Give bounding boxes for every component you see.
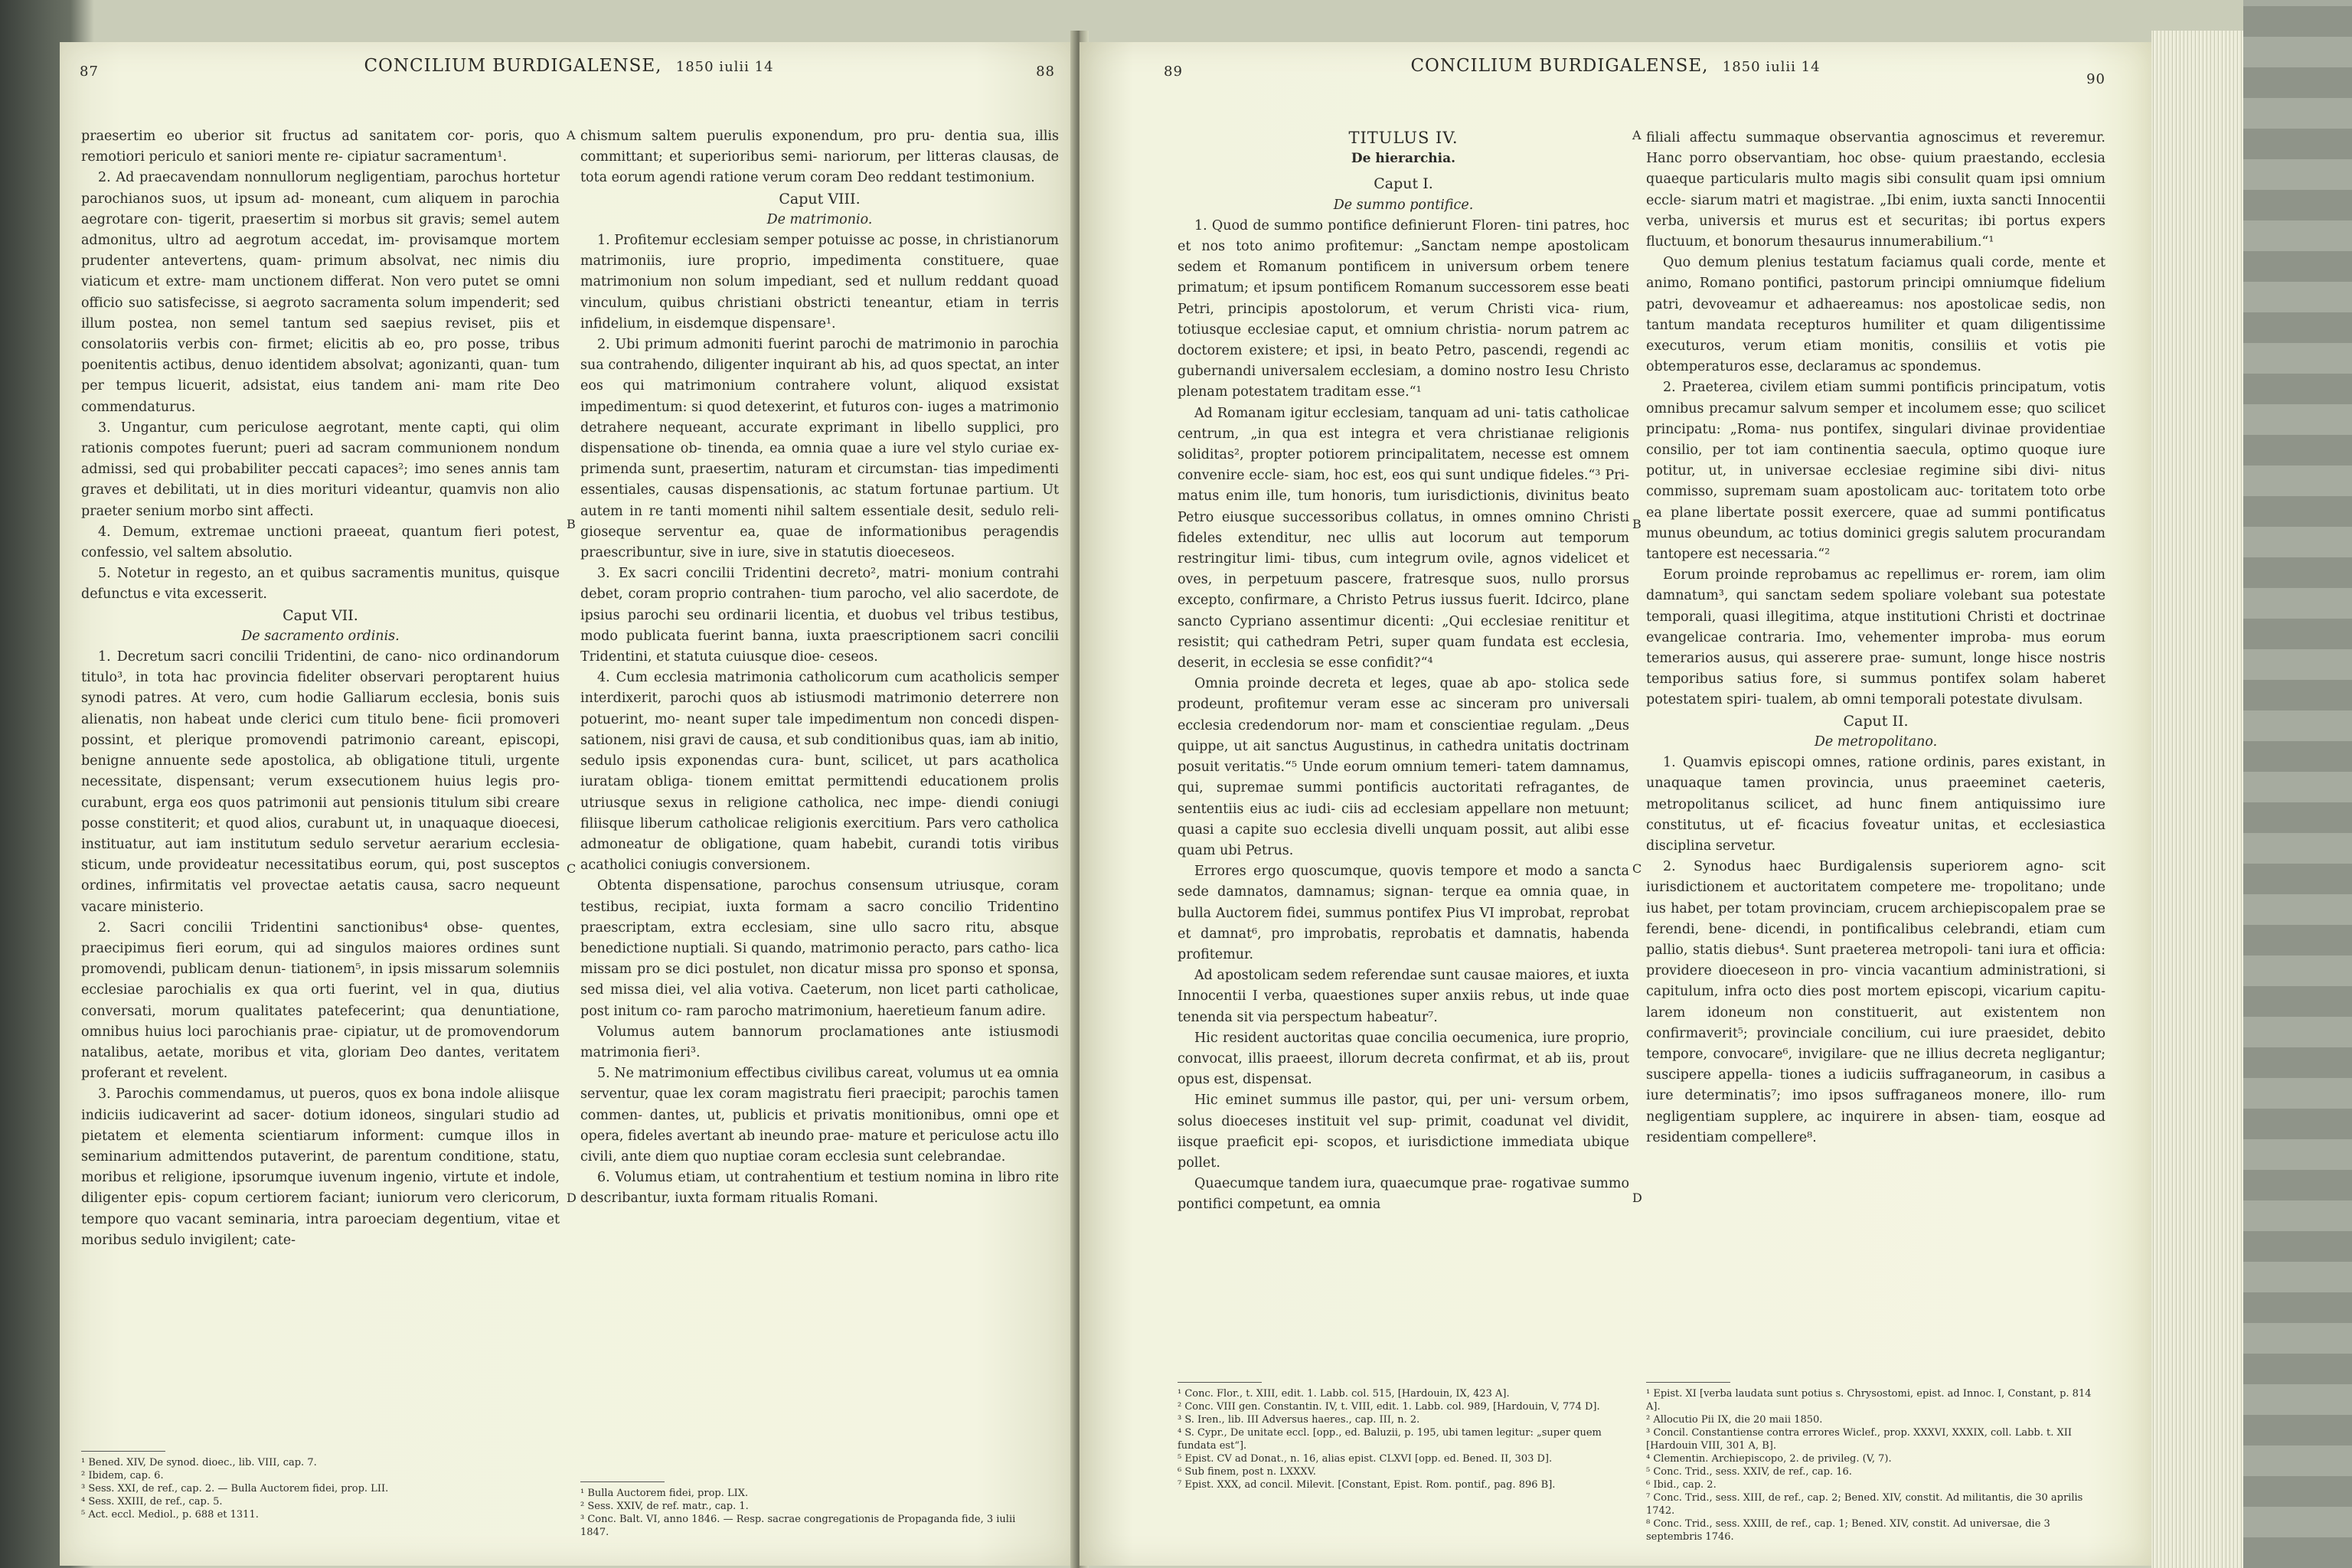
page-number-88: 88 xyxy=(1036,64,1055,80)
page-number-89: 89 xyxy=(1164,64,1183,80)
paragraph: Eorum proinde reprobamus ac repellimus er- rorem, iam olim damnatum³, qui sanctam sedem spoliare volebant sua potestate temporali, quasi illegitima, atque institutioni Christi et doctrinae evangelicae contraria. Imo, vehementer improba- mus eorum temerarios ausus, qui asserere prae- sumunt, longe hisce nostris temporibus satius fore, si summus pontifex solam haberet potestatem spiri- tualem, ab omni temporali potestate divulsam. xyxy=(1646,567,2105,708)
footnote-rule xyxy=(1646,1382,1730,1383)
footnote: ⁴ Clementin. Archiepiscopo, 2. de privileg. (V, 7). xyxy=(1646,1453,1892,1465)
paragraph: 4. Cum ecclesia matrimonia catholicorum cum acatholicis semper interdixerit, parochi quos ab istiusmodi matrimonio deterrere non potuerint, mo- neant super tale impedimentum non concedi dispen- sationem, nisi gravi de causa, et sub conditionibus quas, iam ab initio, sedulo ipsis exponendas cura- bunt, scilicet, ut pars acatholica iuratam obliga- tionem emittat permittendi educationem prolis utriusque sexus in religione catholica, nec impe- diendi coniugi filiisque liberum catholicae religionis exercitium. Pars vero catholica admoneatur de obligatione, quam habebit, curandi totis viribus acatholici coniugis conversionem. xyxy=(580,670,1059,874)
paragraph: 5. Ne matrimonium effectibus civilibus careat, volumus ut ea omnia serventur, quae lex coram magistratu fieri praecipit; parochis tamen commen- dantes, ut, publicis et privatis monitionibus, omni ope et opera, fideles avertant ab ineundo prae- mature et periculose actu illo civili, ante diem quo nuptiae coram ecclesia sunt celebrandae. xyxy=(580,1066,1059,1165)
paragraph: praesertim eo uberior sit fructus ad sanitatem cor- poris, quo remotiori periculo et saniori mente re- cipiatur sacramentum¹. xyxy=(81,129,560,165)
paragraph: Hic eminet summus ille pastor, qui, per uni- versum orbem, solus dioeceses instituit vel sup- primit, coadunat vel dividit, iisque praeficit epi- scopos, et iurisdictione immediata ubique pollet. xyxy=(1178,1093,1629,1171)
paragraph: Errores ergo quoscumque, quovis tempore et modo a sancta sede damnatos, damnamus; signan- terque ea omnia quae, in bulla Auctorem fidei, summus pontifex Pius VI improbat, reprobat et damnat⁶, pro improbatis, reprobatis et damnatis, habenda profitemur. xyxy=(1178,864,1629,962)
left-running-title: CONCILIUM BURDIGALENSE, 1850 iulii 14 xyxy=(364,56,774,76)
paragraph: 1. Profitemur ecclesiam semper potuisse ac posse, in christianorum matrimoniis, iure proprio, impedimenta constituere, quae matrimonium non solum impediant, sed et nullum reddant quoad vinculum, quibus christiani obstricti teneantur, etiam in terris infidelium, in eisdemque dispensare¹. xyxy=(580,233,1059,332)
chapter-subtitle: De sacramento ordinis. xyxy=(241,628,400,644)
paragraph: Ad apostolicam sedem referendae sunt causae maiores, et iuxta Innocentii I verba, quaestiones super anxiis rebus, ut inde quae tenenda sit via perspectum habeatur⁷. xyxy=(1178,968,1629,1025)
background-table xyxy=(2243,0,2352,1568)
chapter-subtitle: De summo pontifice. xyxy=(1333,197,1474,213)
footnote: ⁷ Conc. Trid., sess. XIII, de ref., cap. 2; Bened. XIV, constit. Ad militantis, die 30 aprilis 1742. xyxy=(1646,1492,2083,1517)
left-page xyxy=(60,42,1078,1566)
paragraph: 3. Parochis commendamus, ut pueros, quos ex bona indole aliisque indiciis iudicaverint ad sacer- dotium idoneos, singulari studio ad pietatem et elementa scientiarum informent: cumque illos in seminarium admittendos putaverint, de parentum conditione, statu, moribus et religione, ipsorumque iuvenum ingenio, virtute et indole, diligenter epis- copum certiorem faciant; iuniorum vero clericorum, tempore quo vacant seminaria, intra paroeciam degentium, vitae et moribus sedulo invigilent; cate- xyxy=(81,1086,560,1248)
paragraph: 3. Ex sacri concilii Tridentini decreto², matri- monium contrahi debet, coram proprio contrahen- tium parocho, vel alio sacerdote, de ipsius parochi seu ordinarii licentia, et duobus vel tribus testibus, modo publicata fuerint banna, iuxta praescriptionem sacri concilii Tridentini, et statuta cuiusque dioe- ceseos. xyxy=(580,566,1059,665)
column-3 xyxy=(1178,128,1629,1216)
column-4 xyxy=(1646,128,2105,1148)
margin-letter: D xyxy=(1632,1191,1642,1205)
right-page xyxy=(1080,42,2151,1566)
page-number-87: 87 xyxy=(80,64,99,80)
footnote: ³ S. Iren., lib. III Adversus haeres., cap. III, n. 2. xyxy=(1178,1414,1420,1426)
margin-letter: B xyxy=(1632,517,1642,531)
paragraph: 2. Ubi primum admoniti fuerint parochi de matrimonio in parochia sua contrahendo, diligenter inquirant ab his, ad quos spectat, an inter eos qui matrimonium contrahere volunt, aliquod exsistat impedimentum: si quod detexerint, et futuros con- iuges a matrimonio detrahere nequeant, accurate exprimant in libello supplici, pro dispensatione ob- tinenda, ea omnia quae a iure vel stylo curiae ex- primenda sunt, praesertim, naturam et circumstan- tias impedimenti essentiales, causas dispensationis, ac statum fortunae partium. Ut autem in re tanti momenti nihil saltem essentiale desit, sedulo reli- gioseque serventur ea, quae de informationibus peragendis praescribuntur, sive in iure, sive in statutis dioeceseos. xyxy=(580,337,1059,561)
footnote: ¹ Conc. Flor., t. XIII, edit. 1. Labb. col. 515, [Hardouin, IX, 423 A]. xyxy=(1178,1388,1510,1400)
footnote: ¹ Bened. XIV, De synod. dioec., lib. VIII, cap. 7. xyxy=(81,1457,317,1468)
chapter-heading: Caput VII. xyxy=(283,606,358,624)
paragraph: 2. Sacri concilii Tridentini sanctionibus⁴ obse- quentes, praecipimus fieri eorum, qui ad singulos maiores ordines sunt promovendi, publicam denun- tiationem⁵, in ipsis missarum solemniis ecclesiae parochialis ex qua orti fuerint, vel in qua, diutius conversati, morum qualitates patefecerint; qua denuntiatione, omnibus huius loci parochianis prae- cipiatur, ut de promovendorum natalibus, aetate, moribus et vita, gloriam Deo dantes, veritatem proferant et revelent. xyxy=(81,920,560,1082)
footnote: ¹ Epist. XI [verba laudata sunt potius s. Chrysostomi, epist. ad Innoc. I, Constant, p. 814 A]. xyxy=(1646,1388,2092,1413)
footnote-rule xyxy=(81,1451,165,1452)
paragraph: 1. Decretum sacri concilii Tridentini, de cano- nico ordinandorum titulo³, in tota hac provincia fideliter observari peroptarent huius synodi patres. At vero, cum hodie Galliarum ecclesia, bonis suis alienatis, non habeat unde clerici cum titulo bene- ficii promoveri possint, et plerique promovendi patrimonio careant, episcopi, benigne annuente sede apostolica, ab obligatione tituli, urgente necessitate, dispensant; verum exsecutionem huius legis pro- curabunt, erga eos quos patrimonii aut pensionis titulum sibi creare posse constiterit; et quod alios, curabunt ut, in unaquaque dioecesi, instituatur, aut iam institutum sedulo servetur aerarium ecclesia- sticum, unde provideatur necessitatibus eorum, qui, post susceptos ordines, infirmitatis vel provectae aetatis causa, sacro nequeunt vacare ministerio. xyxy=(81,649,560,915)
footnote: ⁵ Conc. Trid., sess. XXIV, de ref., cap. 16. xyxy=(1646,1466,1852,1478)
column-2 xyxy=(580,126,1059,1210)
paragraph: 4. Demum, extremae unctioni praeeat, quantum fieri potest, confessio, vel saltem absolutio. xyxy=(81,524,560,561)
page-edges xyxy=(2151,31,2243,1568)
footnote: ² Allocutio Pii IX, die 20 maii 1850. xyxy=(1646,1414,1823,1426)
footnote: ³ Concil. Constantiense contra errores Wiclef., prop. XXXVI, XXXIX, coll. Labb. t. XII [Hardouin VIII, 301 A, B]. xyxy=(1646,1427,2073,1452)
paragraph: 5. Notetur in regesto, an et quibus sacramentis munitus, quisque defunctus e vita excesserit. xyxy=(81,566,560,603)
column-1 xyxy=(81,126,560,1251)
paragraph: 6. Volumus etiam, ut contrahentium et testium nomina in libro rite describantur, iuxta formam ritualis Romani. xyxy=(580,1170,1059,1207)
titulus-subtitle: De hierarchia. xyxy=(1351,151,1456,167)
paragraph: 2. Ad praecavendam nonnullorum negligentiam, parochus hortetur parochianos suos, ut ipsum ad- moneant, cum aliquem in parochia aegrotare con- tigerit, praesertim si morbus sit gravis; semel autem admonitus, ultro ad aegrotum accedat, im- provisamque mortem prudenter antevertens, quam- primum absolvat, nec nimis diu viaticum et extre- mam unctionem differat. Non vero putet se omni officio suo satisfecisse, si aegroto sacramenta solum impenderit; sed illum postea, non semel tantum sed saepius reviset, piis et consolatoriis verbis con- firmet; elicitis ab eo, pro posse, tribus poenitentis actibus, denuo identidem absolvat; agonizanti, quan- tum per tempus licuerit, adsistat, eius tandem ani- mam rite Deo commendaturus. xyxy=(81,170,560,415)
margin-letter: A xyxy=(567,128,576,142)
footnote: ² Sess. XXIV, de ref. matr., cap. 1. xyxy=(580,1501,749,1512)
paragraph: filiali affectu summaque observantia agnoscimus et reveremur. Hanc porro observantiam, hoc obse- quium praestando, ecclesia quaeque particularis multo magis sibi consulit quam ipsi omnium eccle- siarum matri et magistrae. „Ibi enim, iuxta sancti Innocentii verba, universis et murus est et securitas; ibi portus expers fluctuum, et bonorum thesaurus innumerabilium.“¹ xyxy=(1646,130,2105,250)
page-number-90: 90 xyxy=(2086,71,2105,87)
paragraph: Ad Romanam igitur ecclesiam, tanquam ad uni- tatis catholicae centrum, „in qua est integra et vera christianae religionis soliditas², propter potiorem principalitatem, necesse est omnem convenire eccle- siam, hoc est, eos qui sunt undique fideles.“³ Pri- matus enim ille, tum honoris, tum iurisdictionis, divinitus beato Petro eiusque successoribus collatus, in omnes omnino Christi fideles extenditur, nec ullis aut locorum aut temporum restringitur limi- tibus, cum integrum ovile, agnos videlicet et oves, in perpetuum pascere, fratresque suos, nullo prorsus excepto, confirmare, a Christo Petrus iussus fuerit. Idcirco, plane sancto Cypriano assentimur dicenti: „Qui ecclesiae renititur et resistit; qui cathedram Petri, super quam fundata est ecclesia, deserit, in ecclesia se esse confidit?“⁴ xyxy=(1178,405,1629,671)
margin-letter: B xyxy=(567,517,576,531)
footnote: ⁵ Epist. CV ad Donat., n. 16, alias epist. CLXVI [opp. ed. Bened. II, 303 D]. xyxy=(1178,1453,1553,1465)
paragraph: 1. Quamvis episcopi omnes, ratione ordinis, pares existant, in unaquaque tamen provincia, unus praeeminet caeteris, metropolitanus scilicet, ad hunc finem antiquissimo iure constitutus, ut ef- ficacius foveatur unitas, et ecclesiastica disciplina servetur. xyxy=(1646,755,2105,854)
paragraph: 3. Ungantur, cum periculose aegrotant, mente capti, qui olim rationis compotes fuerunt; pueri ad sacram communionem nondum admissi, sed qui probabiliter peccati capaces²; imo senes annis tam graves et debilitati, ut in dies morituri videantur, quamvis non alio praeter senium morbo sint affecti. xyxy=(81,420,560,519)
footnote: ⁵ Act. eccl. Mediol., p. 688 et 1311. xyxy=(81,1509,259,1521)
footnote: ⁶ Ibid., cap. 2. xyxy=(1646,1479,1717,1491)
footnote: ¹ Bulla Auctorem fidei, prop. LIX. xyxy=(580,1488,749,1499)
footnotes-column-2 xyxy=(580,1481,1040,1539)
paragraph: Quo demum plenius testatum faciamus quali corde, mente et animo, Romano pontifici, pastorum principi omniumque fidelium patri, devoveamur et adhaereamus: nos apostolicae sedis, non tantum mandata recepturos humiliter et quam diligentissime executuros, verum etiam monitis, consiliis et votis pie obtemperaturos esse, declaramus ac spondemus. xyxy=(1646,255,2105,375)
left-header xyxy=(60,50,1078,96)
margin-letter: C xyxy=(567,861,577,876)
paragraph: 2. Synodus haec Burdigalensis superiorem agno- scit iurisdictionem et auctoritatem competere me- tropolitano; unde ius habet, per totam provinciam, crucem archiepiscopalem prae se ferendi, bene- dicendi, in pontificalibus celebrandi, etiam cum pallio, statis diebus⁴. Sunt praeterea metropoli- tani iura et officia: providere dioeceseon in pro- vincia vacantium administrationi, si capitulum, infra octo dies post mortem episcopi, vicarium capitu- larem idoneum non constituerit, aut existentem non confirmaverit⁵; provinciale concilium, cui iure praesidet, debito tempore, convocare⁶, invigilare- que ne illius decreta negligantur; suscipere appella- tiones a iudiciis suffraganeorum, in casibus a iure determinatis⁷; imo ipsos suffraganeos monere, illo- rum negligentiam supplere, ac inquirere in absen- tiam, eosque ad residentiam compellere⁸. xyxy=(1646,859,2105,1145)
margin-letter: A xyxy=(1632,128,1642,142)
footnote: ³ Sess. XXI, de ref., cap. 2. — Bulla Auctorem fidei, prop. LII. xyxy=(81,1483,389,1494)
footnotes-column-4 xyxy=(1646,1382,2098,1544)
footnote: ⁸ Conc. Trid., sess. XXIII, de ref., cap. 1; Bened. XIV, constit. Ad universae, die 3 septembris 1746. xyxy=(1646,1518,2050,1543)
paragraph: Omnia proinde decreta et leges, quae ab apo- stolica sede prodeunt, profitemur veram esse ac sinceram pro universali ecclesia credendorum nor- mam et conscientiae regulam. „Deus quippe, ut ait sanctus Augustinus, in cathedra unitatis doctrinam posuit veritatis.“⁵ Unde eorum omnium temeri- tatem damnamus, qui, supremae summi pontificis auctoritati refragantes, de sententiis eius ac iudi- ciis ad ecclesiam appellare non metuunt; quasi a capite suo ecclesia divelli unquam possit, aut alibi esse quam ubi Petrus. xyxy=(1178,676,1629,858)
footnote-rule xyxy=(580,1481,665,1482)
chapter-subtitle: De matrimonio. xyxy=(766,211,873,227)
chapter-heading: Caput VIII. xyxy=(779,190,861,207)
paragraph: Volumus autem bannorum proclamationes ante istiusmodi matrimonia fieri³. xyxy=(580,1024,1059,1060)
right-header xyxy=(1080,50,2151,96)
footnote: ² Ibidem, cap. 6. xyxy=(81,1470,164,1481)
margin-letter: C xyxy=(1632,861,1642,876)
footnote: ³ Conc. Balt. VI, anno 1846. — Resp. sacrae congregationis de Propaganda fide, 3 iulii 1847. xyxy=(580,1514,1016,1538)
footnote-rule xyxy=(1178,1382,1262,1383)
footnote: ⁷ Epist. XXX, ad concil. Milevit. [Constant, Epist. Rom. pontif., pag. 896 B]. xyxy=(1178,1479,1556,1491)
right-running-title: CONCILIUM BURDIGALENSE, 1850 iulii 14 xyxy=(1410,56,1821,76)
margin-letter: D xyxy=(567,1191,577,1205)
chapter-heading: Caput I. xyxy=(1374,175,1433,193)
paragraph: Quaecumque tandem iura, quaecumque prae- rogativae summo pontifici competunt, ea omnia xyxy=(1178,1176,1629,1213)
paragraph: 1. Quod de summo pontifice definierunt Floren- tini patres, hoc et nos toto animo profitemur: „Sanctam nempe apostolicam sedem et Romanum pontificem in universum orbem tenere primatum; et ipsum pontificem Romanum successorem esse beati Petri, principis apostolorum, et verum Christi vica- rium, totiusque ecclesiae caput, et omnium christia- norum patrem ac doctorem existere; et ipsi, in beato Petro, pascendi, regendi ac gubernandi universalem ecclesiam, a domino nostro Iesu Christo plenam potestatem traditam esse.“¹ xyxy=(1178,217,1629,400)
footnote: ⁴ S. Cypr., De unitate eccl. [opp., ed. Baluzii, p. 195, ubi tamen legitur: „super quem fundata est“]. xyxy=(1178,1427,1602,1452)
chapter-heading: Caput II. xyxy=(1843,712,1909,730)
titulus-heading: TITULUS IV. xyxy=(1348,129,1459,147)
paragraph: Obtenta dispensatione, parochus consensum utriusque, coram testibus, recipiat, iuxta formam a sacro concilio Tridentino praescriptam, extra ecclesiam, sine ullo sacro ritu, absque benedictione nuptiali. Si quando, matrimonio peracto, pars catho- lica missam pro se dici postulet, non dicatur missa pro sponso et sponsa, sed missa diei, vel alia votiva. Caeterum, non licet parti catholicae, post initum co- ram parocho matrimonium, haeretieum fanum adire. xyxy=(580,878,1059,1019)
paragraph: Hic resident auctoritas quae concilia oecumenica, iure proprio, convocat, illis praeest, illorum decreta confirmat, et ab iis, prout opus est, dispensat. xyxy=(1178,1030,1629,1088)
footnote: ² Conc. VIII gen. Constantin. IV, t. VIII, edit. 1. Labb. col. 989, [Hardouin, V, 774 D]. xyxy=(1178,1401,1600,1413)
footnote: ⁴ Sess. XXIII, de ref., cap. 5. xyxy=(81,1496,223,1508)
footnotes-column-3 xyxy=(1178,1382,1629,1491)
paragraph: 2. Praeterea, civilem etiam summi pontificis principatum, votis omnibus precamur salvum semper et incolumem esse; quo scilicet principatu: „Roma- nus pontifex, singulari divinae providentiae consilio, per tot iam continentia saecula, optimo quoque iure potitur, ut, in universae ecclesiae regimine sibi divi- nitus commisso, supremam suam apostolicam auc- toritatem toto orbe ea plane libertate possit exercere, quae ad summi pontificatus munus obeundum, ac totius dominici gregis salutem procurandam tantopere est necessaria.“² xyxy=(1646,380,2105,563)
chapter-subtitle: De metropolitano. xyxy=(1814,733,1938,750)
paragraph: chismum saltem puerulis exponendum, pro pru- dentia sua, illis committant; et superioribus semi- nariorum, per litteras clausas, de tota eorum agendi ratione verum coram Deo reddant testimonium. xyxy=(580,129,1059,186)
footnotes-column-1 xyxy=(81,1451,510,1521)
footnote: ⁶ Sub finem, post n. LXXXV. xyxy=(1178,1466,1316,1478)
